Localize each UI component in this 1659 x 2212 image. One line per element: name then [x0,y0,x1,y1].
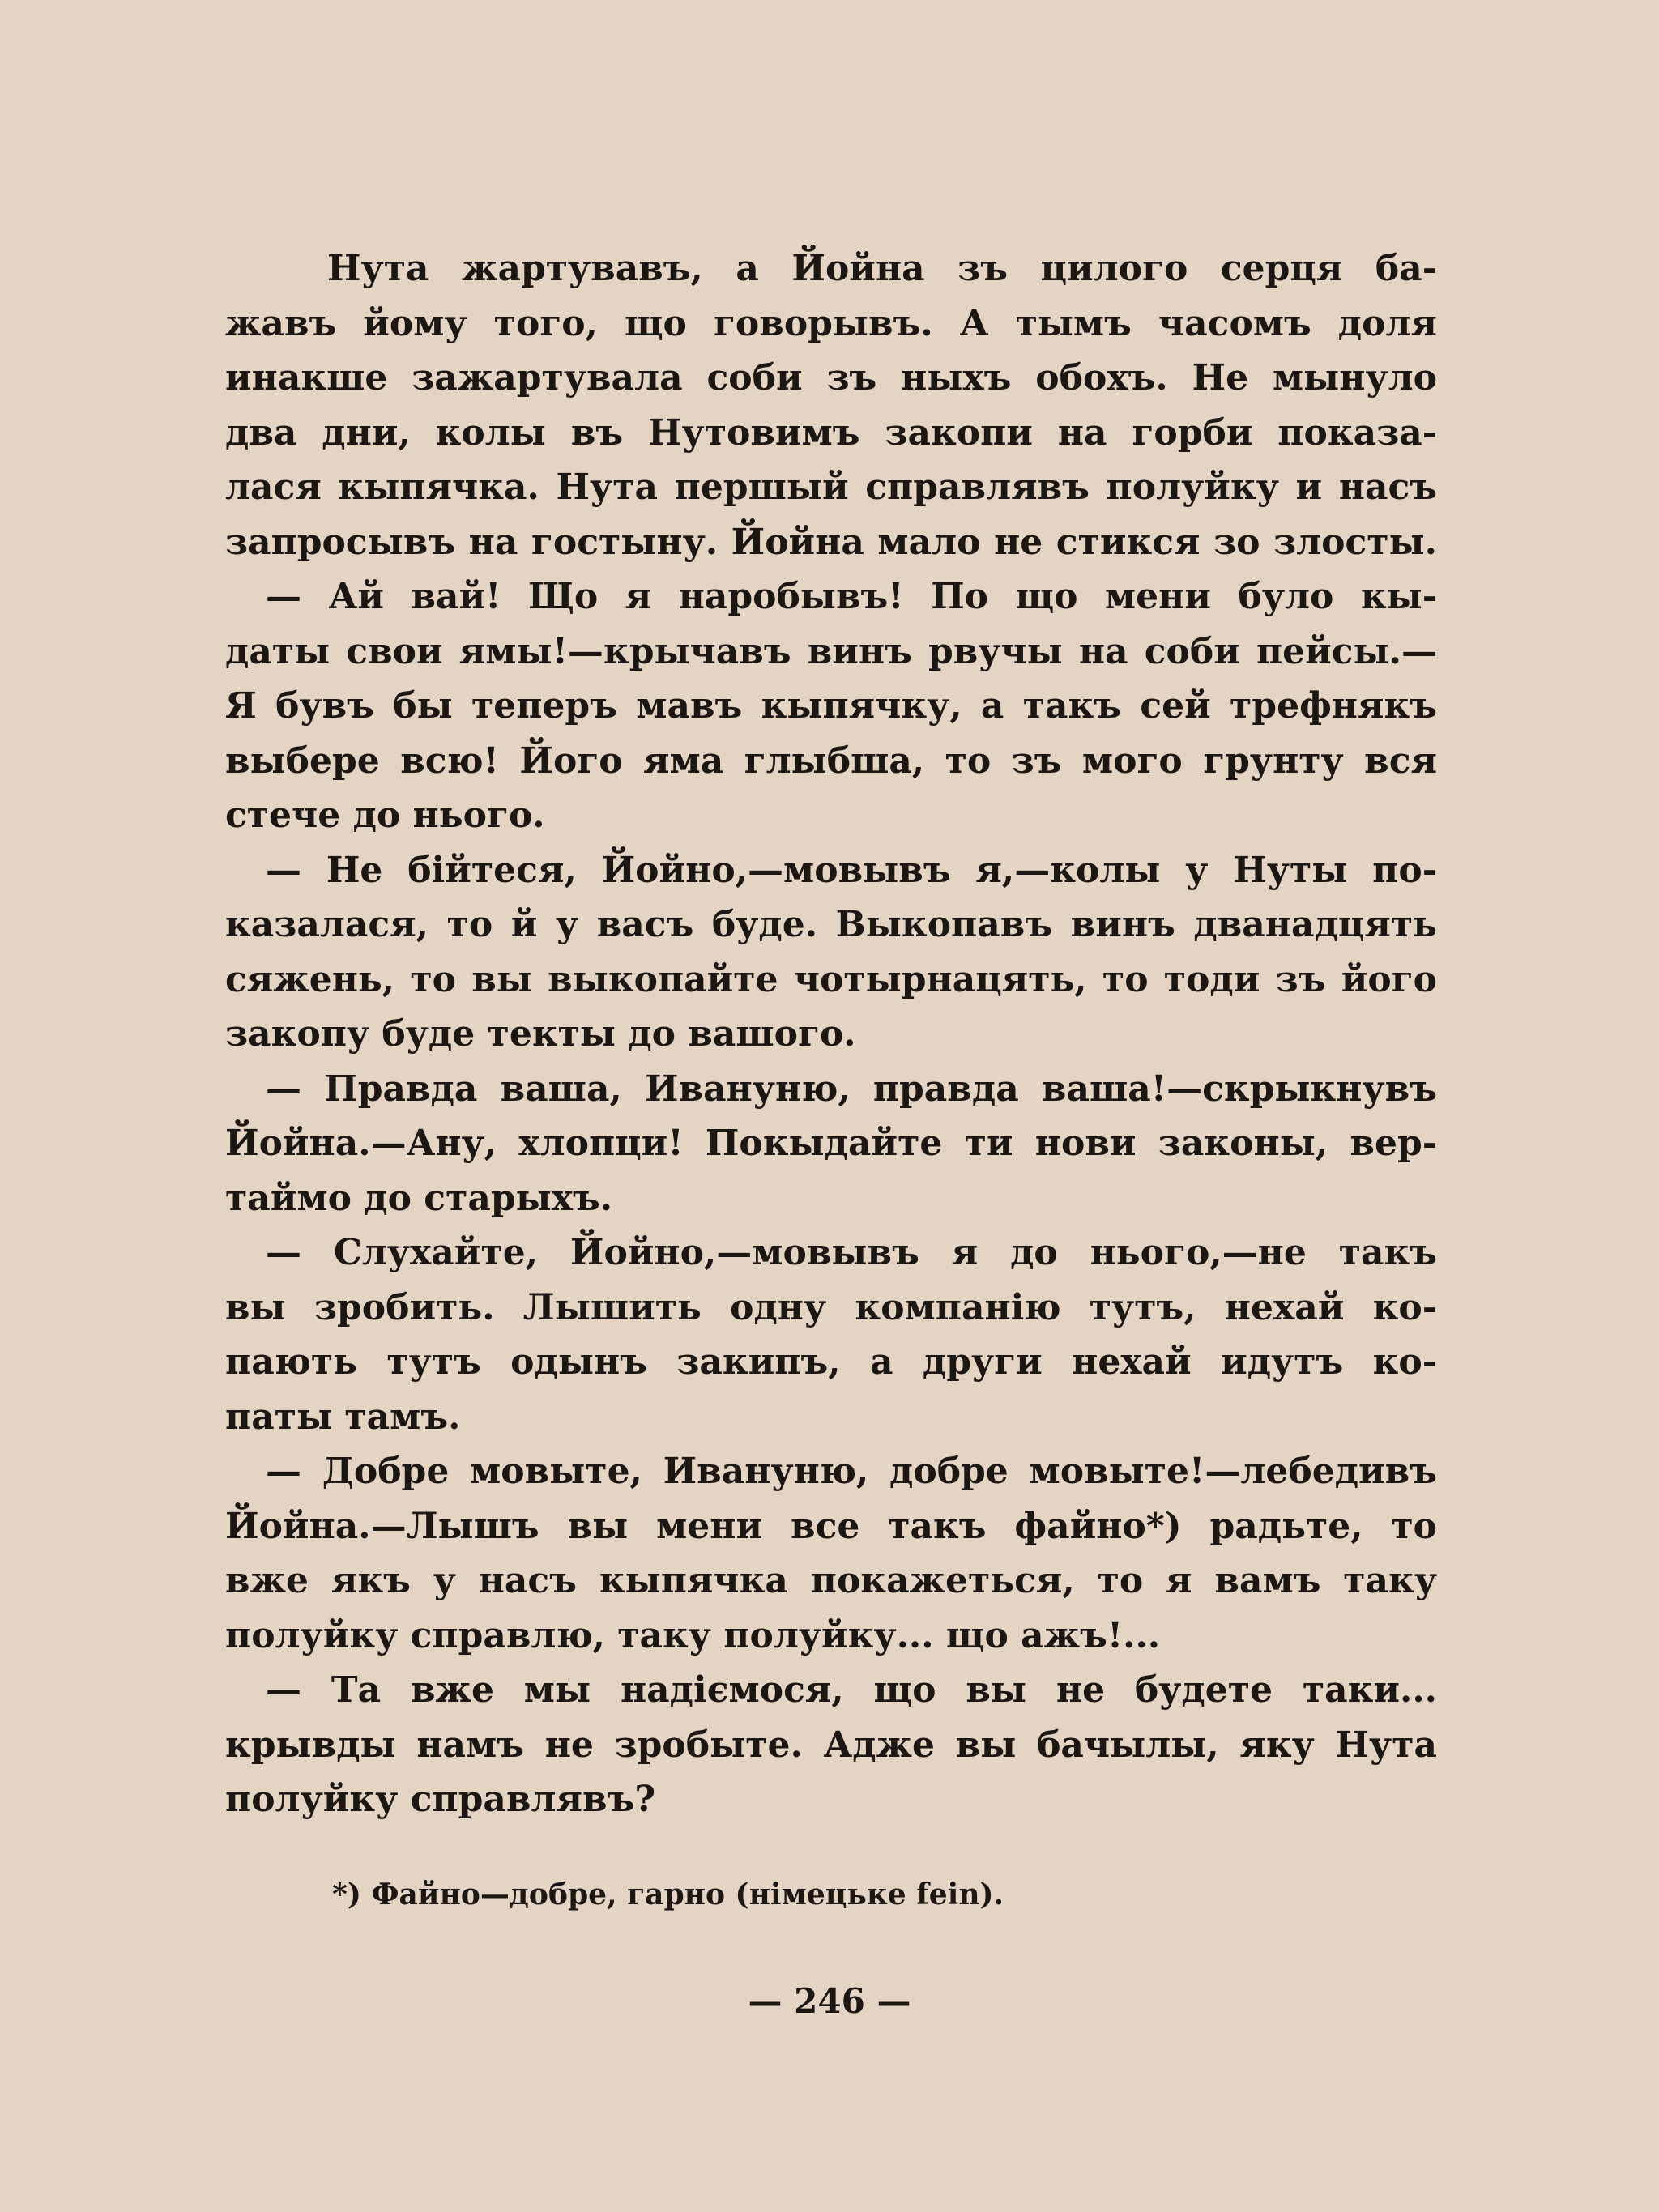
text-line: — Слухайте, Йойно,—мовывъ я до нього,—не такъ [266,1232,1437,1273]
text-line: инакше зажартувала соби зъ ныхъ обохъ. Не мынуло [225,357,1437,399]
text-line: крывды намъ не зробыте. Адже вы бачылы, яку Нута [225,1724,1437,1766]
text-line: сяжень, то вы выкопайте чотырнацять, то тоди зъ його [225,958,1437,1000]
text-line: Нута жартувавъ, а Йойна зъ цилого серця ба- [327,248,1437,289]
text-line: пають тутъ одынъ закипъ, а други нехай идутъ ко- [225,1341,1437,1383]
text-line: — Та вже мы надіємося, що вы не будете таки... [266,1669,1437,1711]
footnote: *) Файно—добре, гарно (німецьке fein). [332,1877,1004,1912]
text-line: — Ай вай! Що я наробывъ! По що мени було кы- [266,576,1437,617]
text-line: Йойна.—Ану, хлопци! Покыдайте ти нови законы, вер- [225,1123,1437,1164]
text-line: даты свои ямы!—крычавъ винъ рвучы на соби пейсы.— [225,630,1437,672]
text-line: таймо до старыхъ. [225,1177,613,1219]
text-line: два дни, колы въ Нутовимъ закопи на горби показа- [225,411,1437,454]
text-line: — Добре мовыте, Ивануню, добре мовыте!—лебедивъ [266,1451,1437,1492]
text-line: вы зробить. Лышить одну компанію тутъ, нехай ко- [225,1286,1437,1328]
text-line: полуйку справлю, таку полуйку... що ажъ!... [225,1614,1161,1656]
text-line: лася кыпячка. Нута першый справлявъ полуйку и насъ [225,467,1437,508]
text-line: Йойна.—Лышъ вы мени все такъ файно*) радьте, то [225,1505,1437,1547]
text-line: полуйку справлявъ? [225,1779,656,1820]
page-number: — 246 — [748,1981,911,2021]
text-line: стече до нього. [225,795,545,836]
text-line: Я бувъ бы теперъ мавъ кыпячку, а такъ сей трефнякъ [225,685,1437,727]
text-line: паты тамъ. [225,1396,461,1438]
text-line: — Не бійтеся, Йойно,—мовывъ я,—колы у Нуты по- [266,849,1437,891]
text-line: — Правда ваша, Ивануню, правда ваша!—скрыкнувъ [266,1068,1437,1110]
text-line: закопу буде текты до вашого. [225,1013,856,1055]
text-line: жавъ йому того, що говорывъ. А тымъ часомъ доля [225,302,1437,344]
text-line: выбере всю! Його яма глыбша, то зъ мого грунту вся [225,739,1437,782]
body-text [225,241,1437,1827]
text-line: запросывъ на гостыну. Йойна мало не стикся зо злосты. [225,521,1437,563]
text-line: казалася, то й у васъ буде. Выкопавъ винъ дванадцять [225,904,1437,945]
text-line: вже якъ у насъ кыпячка покажеться, то я вамъ таку [225,1560,1437,1601]
